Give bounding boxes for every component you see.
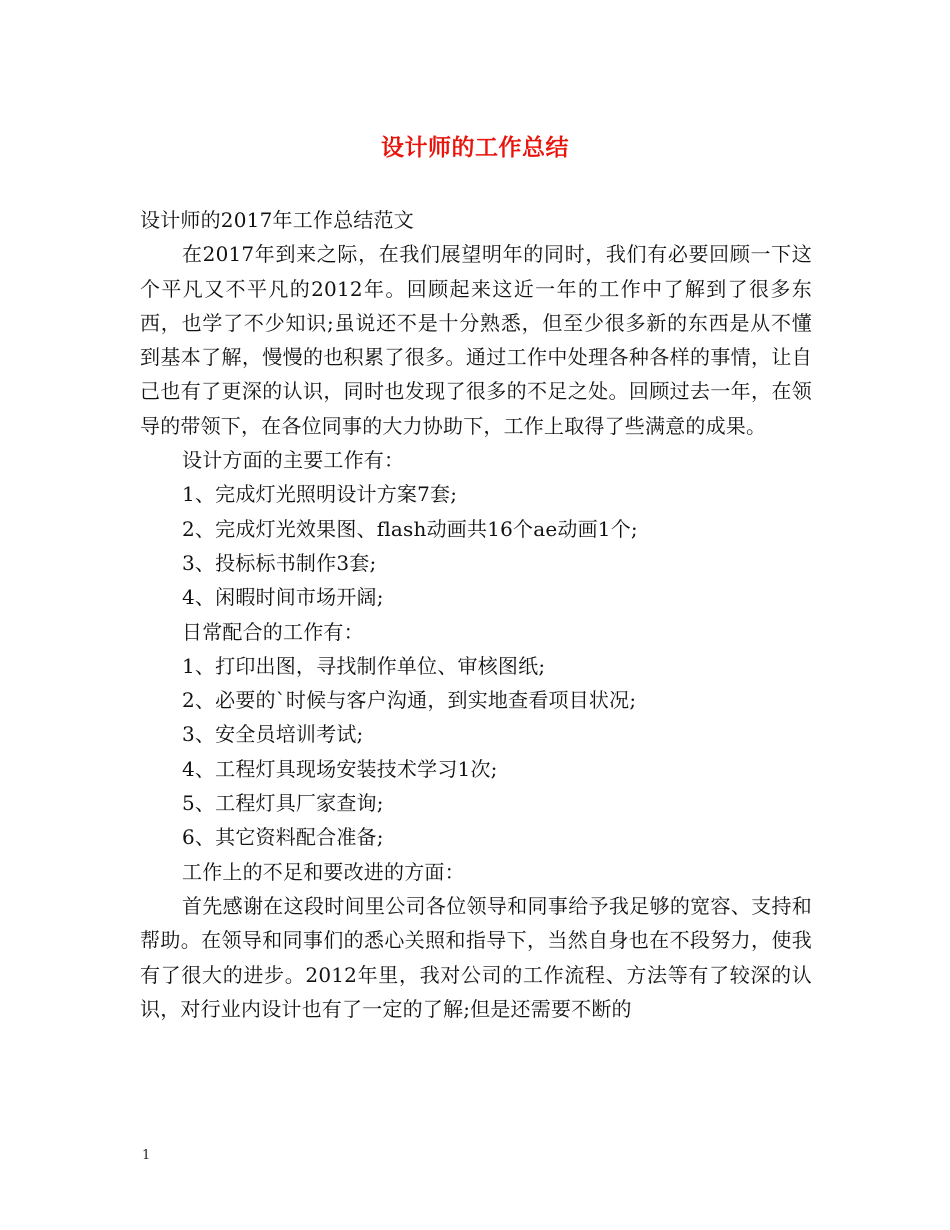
paragraph: 1、打印出图，寻找制作单位、审核图纸;	[182, 653, 546, 678]
document-body	[140, 203, 812, 1026]
paragraph: 日常配合的工作有：	[182, 619, 364, 644]
paragraph: 2、完成灯光效果图、flash动画共16个ae动画1个;	[182, 516, 638, 541]
paragraph: 1、完成灯光照明设计方案7套;	[182, 482, 458, 507]
paragraph: 5、工程灯具厂家查询;	[182, 791, 384, 816]
paragraph: 4、工程灯具现场安装技术学习1次;	[182, 756, 498, 781]
paragraph: 4、闲暇时间市场开阔;	[182, 585, 384, 610]
page-number: 1	[142, 1148, 151, 1163]
paragraph: 3、投标标书制作3套;	[182, 550, 377, 575]
paragraph: 设计师的2017年工作总结范文	[140, 208, 414, 232]
paragraph: 6、其它资料配合准备;	[182, 825, 384, 850]
document-title: 设计师的工作总结	[381, 135, 569, 161]
paragraph: 工作上的不足和要改进的方面：	[182, 859, 465, 884]
paragraph: 3、安全员培训考试;	[182, 722, 364, 747]
paragraph: 设计方面的主要工作有：	[182, 448, 405, 473]
paragraph: 在2017年到来之际，在我们展望明年的同时，我们有必要回顾一下这个平凡又不平凡的2012年。回顾起来这近一年的工作中了解到了很多东西，也学了不少知识;虽说还不是十分熟悉，但至少很多新的东西是从不懂到基本了解，慢慢的也积累了很多。通过工作中处理各种各样的事情，让自己也有了更深的认识，同时也发现了很多的不足之处。回顾过去一年，在领导的带领下，在各位同事的大力协助下，工作上取得了些满意的成果。	[140, 242, 812, 438]
paragraph: 首先感谢在这段时间里公司各位领导和同事给予我足够的宽容、支持和帮助。在领导和同事们的悉心关照和指导下，当然自身也在不段努力，使我有了很大的进步。2012年里，我对公司的工作流程、方法等有了较深的认识，对行业内设计也有了一定的了解;但是还需要不断的	[140, 893, 812, 1021]
paragraph: 2、必要的`时候与客户沟通，到实地查看项目状况;	[182, 688, 637, 713]
